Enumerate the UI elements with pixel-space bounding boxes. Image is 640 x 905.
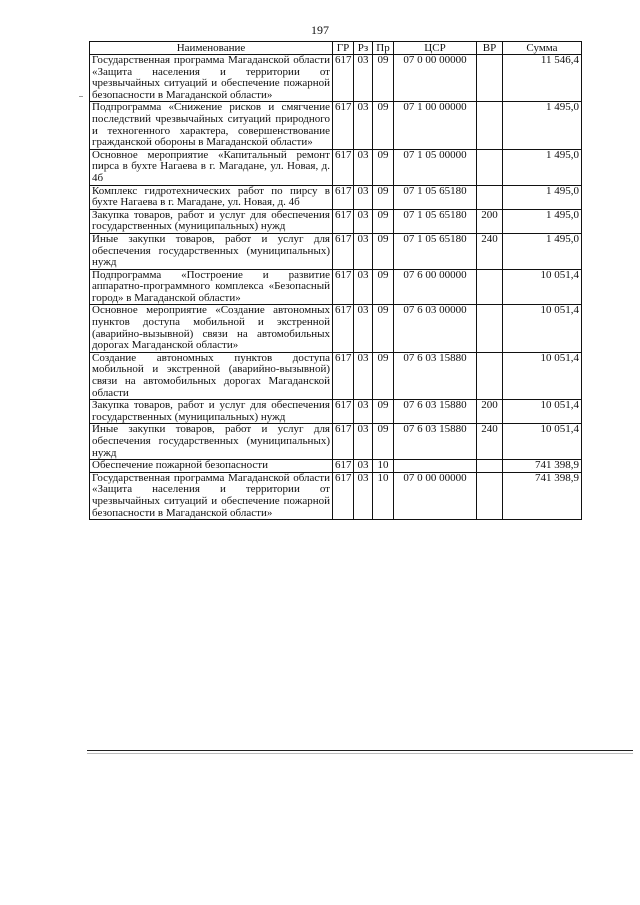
- cell-name: Обеспечение пожарной безопасности: [90, 460, 333, 473]
- cell-gr: 617: [333, 102, 354, 149]
- cell-csr: 07 6 03 00000: [394, 305, 477, 352]
- cell-gr: 617: [333, 55, 354, 102]
- cell-pr: 09: [373, 269, 394, 305]
- margin-mark: [79, 96, 83, 97]
- cell-csr: 07 1 05 65180: [394, 233, 477, 269]
- cell-pr: 09: [373, 149, 394, 185]
- table-row: [90, 460, 582, 473]
- cell-gr: 617: [333, 149, 354, 185]
- cell-name: Создание автономных пунктов доступа мобильной и экстренной (аварийно-вызывной) связи на автомобильных дорогах Магаданской области: [90, 352, 333, 399]
- cell-name: Подпрограмма «Построение и развитие аппаратно-программного комплекса «Безопасный город» в Магаданской области»: [90, 269, 333, 305]
- header-vr: ВР: [477, 42, 503, 55]
- header-sum: Сумма: [503, 42, 582, 55]
- cell-sum: 741 398,9: [503, 472, 582, 519]
- cell-csr: [394, 460, 477, 473]
- cell-sum: 1 495,0: [503, 102, 582, 149]
- cell-sum: 741 398,9: [503, 460, 582, 473]
- cell-sum: 1 495,0: [503, 233, 582, 269]
- cell-pr: 09: [373, 185, 394, 209]
- cell-csr: 07 1 05 65180: [394, 185, 477, 209]
- page-number: 197: [311, 23, 329, 37]
- table-row: [90, 352, 582, 399]
- cell-rz: 03: [354, 55, 373, 102]
- table-row: [90, 233, 582, 269]
- cell-name: Государственная программа Магаданской области «Защита населения и территории от чрезвычайных ситуаций и обеспечение пожарной безопасности в Магаданской области»: [90, 472, 333, 519]
- cell-csr: 07 6 03 15880: [394, 424, 477, 460]
- table-row: [90, 472, 582, 519]
- table-header-row: [90, 42, 582, 55]
- cell-pr: 10: [373, 460, 394, 473]
- cell-pr: 09: [373, 305, 394, 352]
- cell-pr: 09: [373, 400, 394, 424]
- cell-rz: 03: [354, 472, 373, 519]
- cell-rz: 03: [354, 305, 373, 352]
- cell-csr: 07 0 00 00000: [394, 472, 477, 519]
- cell-rz: 03: [354, 269, 373, 305]
- table-row: [90, 185, 582, 209]
- cell-pr: 09: [373, 55, 394, 102]
- header-rz: Рз: [354, 42, 373, 55]
- cell-pr: 09: [373, 102, 394, 149]
- cell-vr: 240: [477, 233, 503, 269]
- cell-gr: 617: [333, 305, 354, 352]
- header-name: Наименование: [90, 42, 333, 55]
- cell-sum: 10 051,4: [503, 352, 582, 399]
- cell-name: Иные закупки товаров, работ и услуг для обеспечения государственных (муниципальных) нужд: [90, 233, 333, 269]
- cell-sum: 10 051,4: [503, 424, 582, 460]
- cell-vr: [477, 149, 503, 185]
- cell-vr: 240: [477, 424, 503, 460]
- cell-vr: [477, 305, 503, 352]
- table-body: [90, 55, 582, 520]
- cell-pr: 09: [373, 209, 394, 233]
- cell-gr: 617: [333, 352, 354, 399]
- table-row: [90, 424, 582, 460]
- table-row: [90, 55, 582, 102]
- cell-sum: 1 495,0: [503, 185, 582, 209]
- cell-rz: 03: [354, 102, 373, 149]
- bottom-rule-shadow: [87, 753, 633, 754]
- cell-rz: 03: [354, 209, 373, 233]
- cell-rz: 03: [354, 400, 373, 424]
- cell-vr: [477, 352, 503, 399]
- cell-csr: 07 1 05 00000: [394, 149, 477, 185]
- cell-sum: 1 495,0: [503, 149, 582, 185]
- cell-name: Закупка товаров, работ и услуг для обеспечения государственных (муниципальных) нужд: [90, 209, 333, 233]
- cell-rz: 03: [354, 149, 373, 185]
- cell-gr: 617: [333, 472, 354, 519]
- cell-name: Закупка товаров, работ и услуг для обеспечения государственных (муниципальных) нужд: [90, 400, 333, 424]
- cell-vr: [477, 185, 503, 209]
- table-row: [90, 269, 582, 305]
- header-pr: Пр: [373, 42, 394, 55]
- cell-pr: 10: [373, 472, 394, 519]
- cell-gr: 617: [333, 424, 354, 460]
- cell-name: Основное мероприятие «Создание автономных пунктов доступа мобильной и экстренной (аварийно-вызывной) связи на автомобильных дорогах Магаданской области»: [90, 305, 333, 352]
- cell-name: Комплекс гидротехнических работ по пирсу в бухте Нагаева в г. Магадане, ул. Новая, д. 4б: [90, 185, 333, 209]
- cell-pr: 09: [373, 352, 394, 399]
- cell-gr: 617: [333, 209, 354, 233]
- table-row: [90, 305, 582, 352]
- header-gr: ГР: [333, 42, 354, 55]
- cell-gr: 617: [333, 185, 354, 209]
- cell-rz: 03: [354, 352, 373, 399]
- cell-csr: 07 0 00 00000: [394, 55, 477, 102]
- cell-name: Государственная программа Магаданской области «Защита населения и территории от чрезвычайных ситуаций и обеспечение пожарной безопасности в Магаданской области»: [90, 55, 333, 102]
- cell-csr: 07 6 03 15880: [394, 352, 477, 399]
- cell-vr: [477, 55, 503, 102]
- table-row: [90, 400, 582, 424]
- cell-pr: 09: [373, 233, 394, 269]
- cell-pr: 09: [373, 424, 394, 460]
- cell-name: Иные закупки товаров, работ и услуг для обеспечения государственных (муниципальных) нужд: [90, 424, 333, 460]
- header-csr: ЦСР: [394, 42, 477, 55]
- cell-sum: 10 051,4: [503, 269, 582, 305]
- cell-vr: 200: [477, 209, 503, 233]
- cell-vr: 200: [477, 400, 503, 424]
- cell-name: Основное мероприятие «Капитальный ремонт пирса в бухте Нагаева в г. Магадане, ул. Новая, д. 4б: [90, 149, 333, 185]
- table-row: [90, 102, 582, 149]
- cell-vr: [477, 472, 503, 519]
- table-row: [90, 209, 582, 233]
- cell-vr: [477, 102, 503, 149]
- cell-rz: 03: [354, 185, 373, 209]
- cell-rz: 03: [354, 233, 373, 269]
- cell-csr: 07 1 00 00000: [394, 102, 477, 149]
- cell-name: Подпрограмма «Снижение рисков и смягчение последствий чрезвычайных ситуаций природного и техногенного характера, совершенствование гражданской обороны в Магаданской области»: [90, 102, 333, 149]
- bottom-rule: [87, 750, 633, 751]
- cell-sum: 11 546,4: [503, 55, 582, 102]
- cell-sum: 1 495,0: [503, 209, 582, 233]
- table-row: [90, 149, 582, 185]
- cell-csr: 07 6 03 15880: [394, 400, 477, 424]
- cell-gr: 617: [333, 269, 354, 305]
- cell-rz: 03: [354, 460, 373, 473]
- cell-csr: 07 1 05 65180: [394, 209, 477, 233]
- cell-csr: 07 6 00 00000: [394, 269, 477, 305]
- budget-table: [89, 41, 582, 520]
- cell-sum: 10 051,4: [503, 305, 582, 352]
- cell-vr: [477, 269, 503, 305]
- cell-sum: 10 051,4: [503, 400, 582, 424]
- cell-gr: 617: [333, 233, 354, 269]
- cell-gr: 617: [333, 400, 354, 424]
- cell-rz: 03: [354, 424, 373, 460]
- cell-vr: [477, 460, 503, 473]
- cell-gr: 617: [333, 460, 354, 473]
